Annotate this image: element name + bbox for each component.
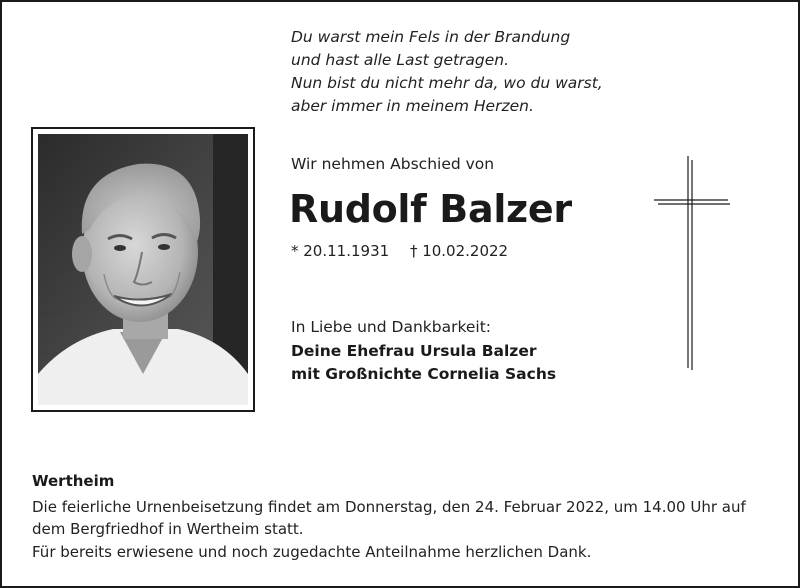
poem-line: Nun bist du nicht mehr da, wo du warst,: [291, 74, 603, 92]
service-line: Die feierliche Urnenbeisetzung findet am Donnerstag, den 24. Februar 2022, um 14.00 Uhr auf: [32, 497, 746, 516]
birth-date: * 20.11.1931: [291, 242, 390, 260]
life-dates: [291, 242, 508, 260]
poem-line: aber immer in meinem Herzen.: [291, 97, 534, 115]
service-line: dem Bergfriedhof in Wertheim statt.: [32, 520, 304, 538]
portrait-photo: [38, 134, 248, 405]
poem-line: und hast alle Last getragen.: [291, 51, 510, 69]
cross-icon: [652, 154, 732, 370]
portrait-illustration: [38, 134, 248, 405]
farewell-intro: Wir nehmen Abschied von: [291, 155, 495, 173]
poem-line: Du warst mein Fels in der Brandung: [291, 28, 571, 46]
mourners-block: [291, 316, 556, 387]
location-heading: Wertheim: [32, 472, 115, 490]
memorial-poem: [291, 26, 603, 118]
thanks-intro: In Liebe und Dankbarkeit:: [291, 318, 492, 336]
mourner-name: Deine Ehefrau Ursula Balzer: [291, 341, 537, 360]
mourner-name: mit Großnichte Cornelia Sachs: [291, 365, 557, 383]
death-date: † 10.02.2022: [409, 242, 509, 260]
service-line: Für bereits erwiesene und noch zugedachte Anteilnahme herzlichen Dank.: [32, 542, 592, 561]
service-details: [32, 470, 746, 563]
portrait-photo-frame: [31, 127, 255, 412]
deceased-name: Rudolf Balzer: [289, 187, 572, 231]
